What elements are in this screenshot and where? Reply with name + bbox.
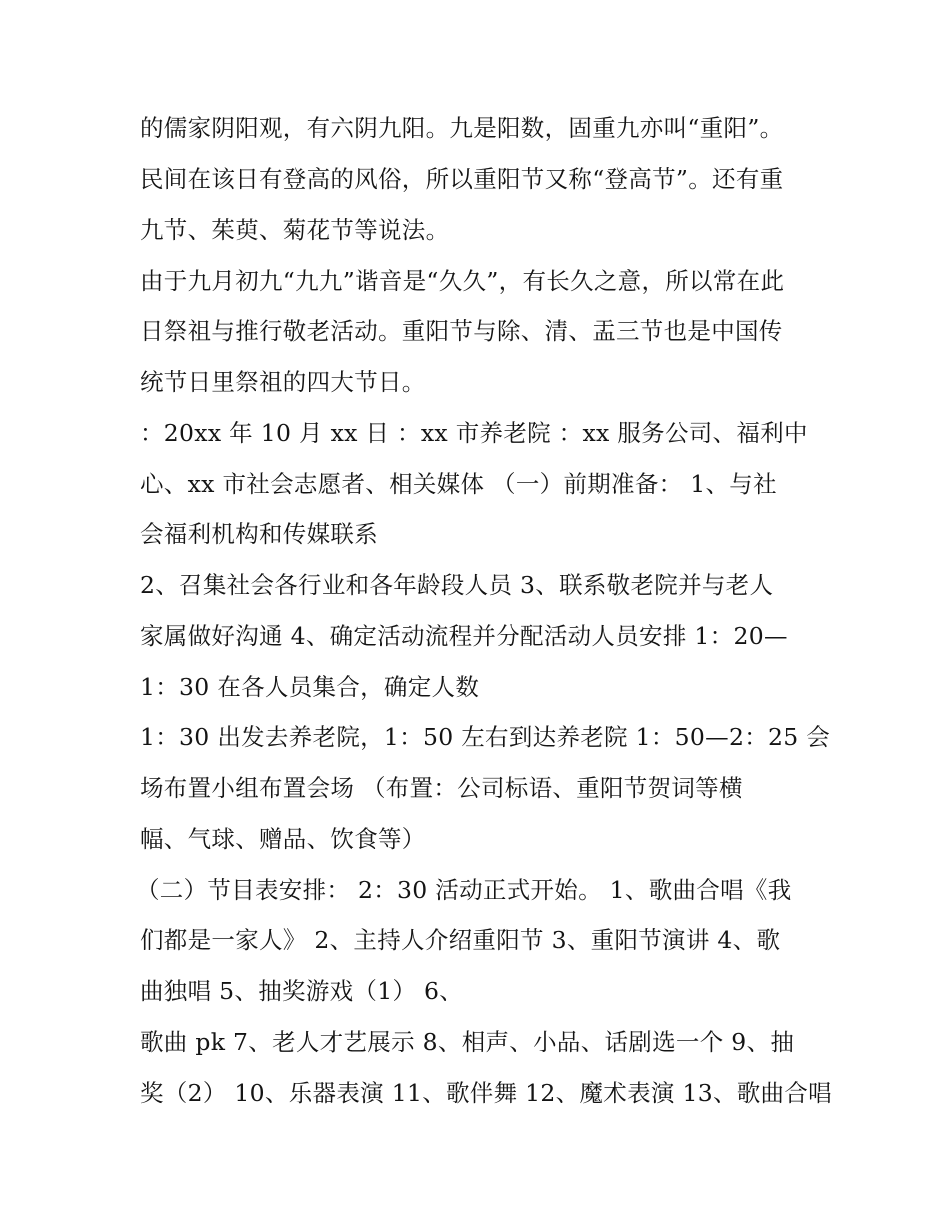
text-line: 1：30 出发去养老院，1：50 左右到达养老院 1：50—2：25 会 xyxy=(140,723,831,751)
text-line: 2、召集社会各行业和各年龄段人员 3、联系敬老院并与老人 xyxy=(140,571,774,599)
text-line: 曲独唱 5、抽奖游戏（1） 6、 xyxy=(140,977,464,1005)
text-line: 由于九月初九“九九”谐音是“久久”，有长久之意，所以常在此 xyxy=(140,267,785,295)
text-line: 统节日里祭祖的四大节日。 xyxy=(140,368,426,396)
text-line: ：20xx 年 10 月 xx 日 ：xx 市养老院 ：xx 服务公司、福利中 xyxy=(140,419,808,447)
text-line: 九节、茱萸、菊花节等说法。 xyxy=(140,216,450,244)
text-line: 心、xx 市社会志愿者、相关媒体 （一）前期准备： 1、与社 xyxy=(140,470,777,498)
text-line: 的儒家阴阳观，有六阴九阳。九是阳数，固重九亦叫“重阳”。 xyxy=(140,114,784,142)
text-line: 场布置小组布置会场 （布置：公司标语、重阳节贺词等横 xyxy=(140,774,743,802)
text-line: 奖（2） 10、乐器表演 11、歌伴舞 12、魔术表演 13、歌曲合唱 xyxy=(140,1079,832,1107)
text-line: 们都是一家人》 2、主持人介绍重阳节 3、重阳节演讲 4、歌 xyxy=(140,926,781,954)
text-line: 民间在该日有登高的风俗，所以重阳节又称“登高节”。还有重 xyxy=(140,165,784,193)
text-line: 幅、气球、赠品、饮食等） xyxy=(140,825,426,853)
text-line: 日祭祖与推行敬老活动。重阳节与除、清、盂三节也是中国传 xyxy=(140,317,783,345)
text-line: 歌曲 pk 7、老人才艺展示 8、相声、小品、话剧选一个 9、抽 xyxy=(140,1028,795,1056)
text-line: 家属做好沟通 4、确定活动流程并分配活动人员安排 1：20— xyxy=(140,622,788,650)
text-line: 1：30 在各人员集合，确定人数 xyxy=(140,673,480,701)
text-line: （二）节目表安排： 2：30 活动正式开始。 1、歌曲合唱《我 xyxy=(136,876,792,904)
text-line: 会福利机构和传媒联系 xyxy=(140,520,378,548)
